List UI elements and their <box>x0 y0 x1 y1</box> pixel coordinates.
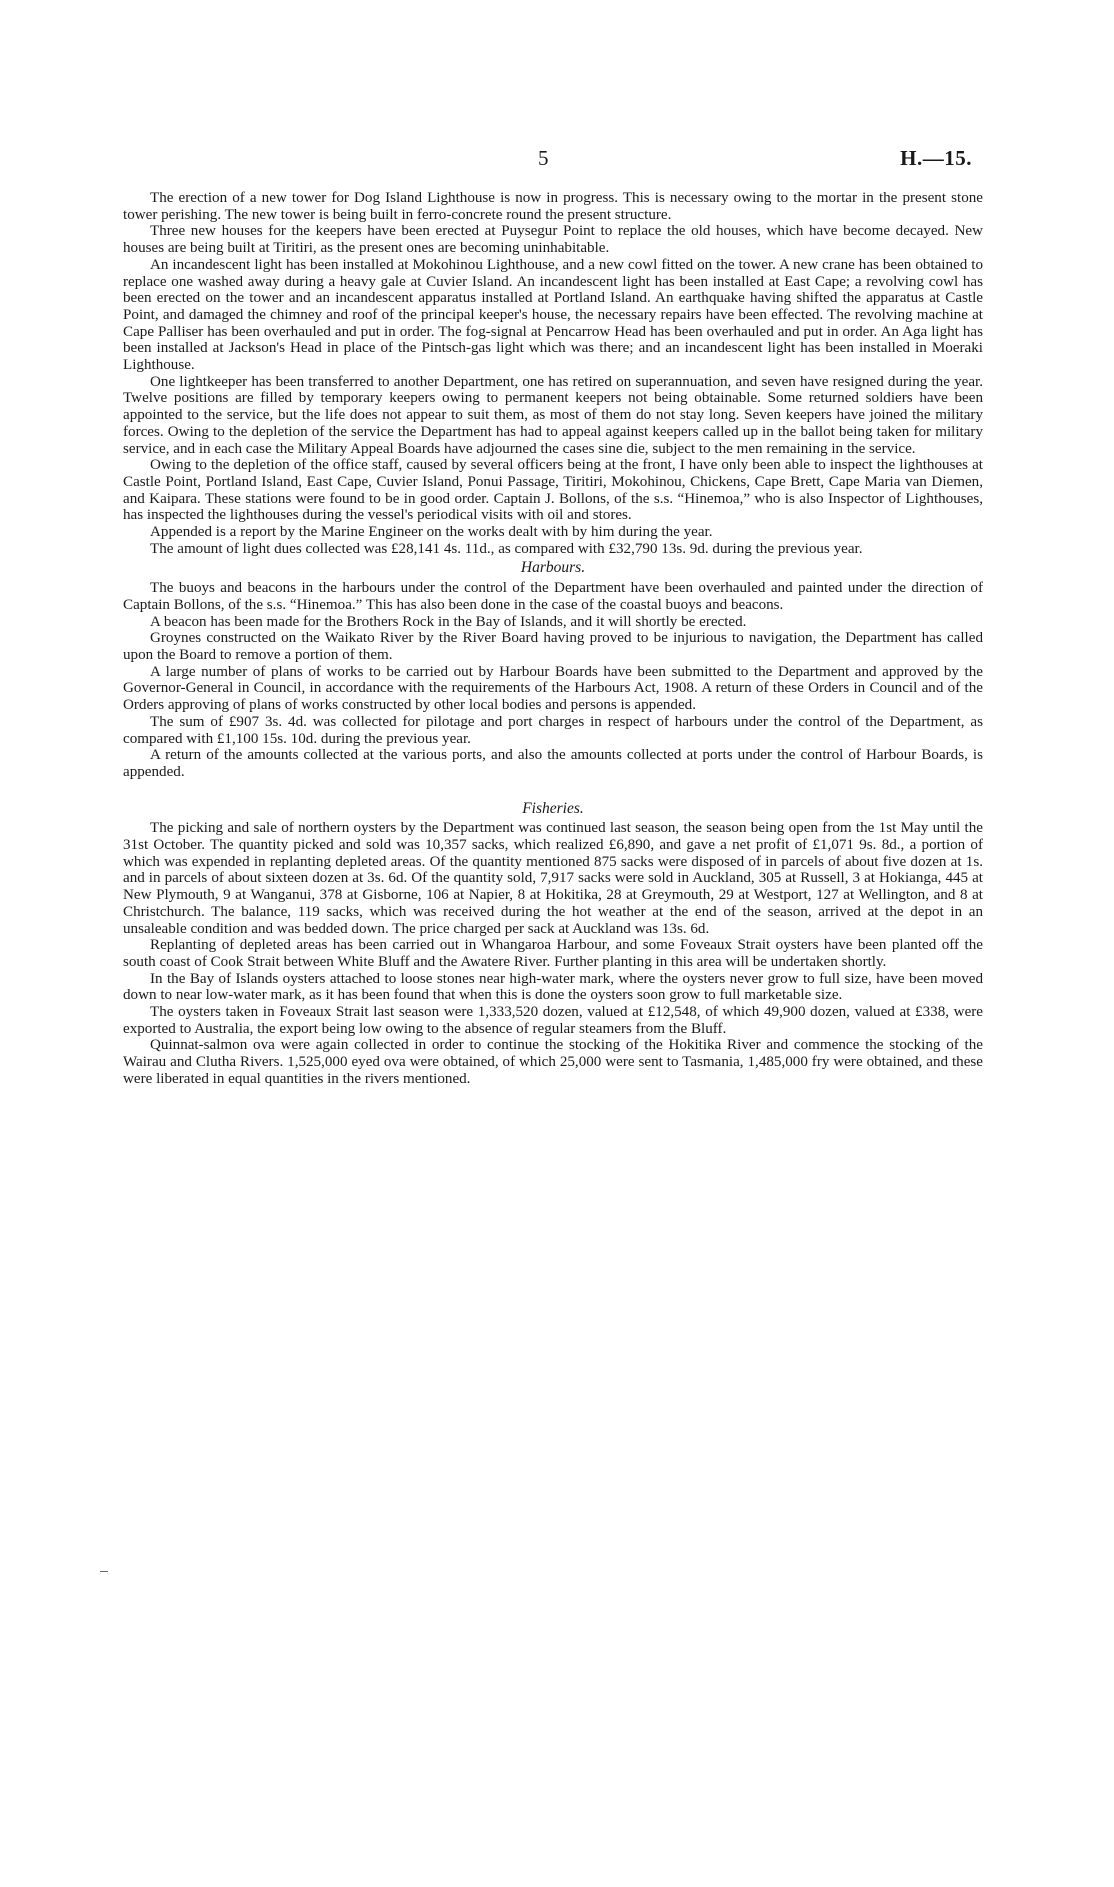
section-spacer <box>123 781 983 798</box>
paragraph: A beacon has been made for the Brothers Rock in the Bay of Islands, and it will shortly be erected. <box>150 613 747 630</box>
paragraph: Quinnat-salmon ova were again collected in order to continue the stocking of the Hokitika River and commence the stocking of the Wairau and Clutha Rivers. 1,525,000 eyed ova were obtained, of which 25,000 were sent to Tasmania, 1,485,000 fry were obtained, and these were liberated in equal quantities in the rivers mentioned. <box>123 1037 983 1087</box>
paragraph: The oysters taken in Foveaux Strait last season were 1,333,520 dozen, valued at £12,548, of which 49,900 dozen, valued at £338, were exported to Australia, the export being low owing to the absence of regular steamers from the Bluff. <box>123 1004 983 1037</box>
paragraph: Owing to the depletion of the office staff, caused by several officers being at the front, I have only been able to inspect the lighthouses at Castle Point, Portland Island, East Cape, Cuvier Island, Ponui Passage, Tiritiri, Mokohinou, Chickens, Cape Brett, Cape Maria van Diemen, and Kaipara. These stations were found to be in good order. Captain J. Bollons, of the s.s. “Hinemoa,” who is also Inspector of Lighthouses, has inspected the lighthouses during the vessel's periodical visits with oil and stores. <box>123 457 983 524</box>
paragraph: Groynes constructed on the Waikato River by the River Board having proved to be injurious to navigation, the Department has called upon the Board to remove a portion of them. <box>123 630 983 663</box>
paragraph: Three new houses for the keepers have been erected at Puysegur Point to replace the old houses, which have become decayed. New houses are being built at Tiritiri, as the present ones are becoming uninhabitable. <box>123 223 983 257</box>
paragraph: One lightkeeper has been transferred to another Department, one has retired on superannuation, and seven have resigned during the year. Twelve positions are filled by temporary keepers owing to permanent keepers not being obtainable. Some returned soldiers have been appointed to the service, but the life does not appear to suit them, as most of them do not stay long. Seven keepers have joined the military forces. Owing to the depletion of the service the Department has had to appeal against keepers called up in the ballot being taken for military service, and in each case the Military Appeal Boards have adjourned the cases sine die, subject to the men remaining in the service. <box>123 373 983 457</box>
paragraph: A large number of plans of works to be carried out by Harbour Boards have been submitted to the Department and approved by the Governor-General in Council, in accordance with the requirements of the Harbours Act, 1908. A return of these Orders in Council and of the Orders approving of plans of works constructed by other local bodies and persons is appended. <box>123 663 983 714</box>
paragraph: The amount of light dues collected was £28,141 4s. 11d., as compared with £32,790 13s. 9d. during the previous year. <box>150 540 863 557</box>
harbours-section <box>123 560 983 780</box>
lighthouses-section <box>123 190 983 557</box>
section-heading-fisheries: Fisheries. <box>522 799 584 817</box>
paragraph: The buoys and beacons in the harbours under the control of the Department have been overhauled and painted under the direction of Captain Bollons, of the s.s. “Hinemoa.” This has also been done in the case of the coastal buoys and beacons. <box>123 580 983 613</box>
page-header <box>0 146 1114 176</box>
fisheries-section <box>123 801 983 1088</box>
paragraph: In the Bay of Islands oysters attached to loose stones near high-water mark, where the oysters never grow to full size, have been moved down to near low-water mark, as it has been found that when this is done the oysters soon grow to full marketable size. <box>123 970 983 1004</box>
paragraph: A return of the amounts collected at the various ports, and also the amounts collected at ports under the control of Harbour Boards, is appended. <box>123 747 983 780</box>
document-reference: H.—15. <box>900 146 972 170</box>
paragraph: Appended is a report by the Marine Engineer on the works dealt with by him during the year. <box>150 524 713 541</box>
section-heading-harbours: Harbours. <box>520 559 586 577</box>
paragraph: An incandescent light has been installed at Mokohinou Lighthouse, and a new cowl fitted on the tower. A new crane has been obtained to replace one washed away during a heavy gale at Cuvier Island. An incandescent light has been installed at East Cape; a revolving cowl has been erected on the tower and an incandescent apparatus installed at Portland Island. An earthquake having shifted the apparatus at Castle Point, and damaged the chimney and roof of the principal keeper's house, the necessary repairs have been effected. The revolving machine at Cape Palliser has been overhauled and put in order. The fog-signal at Pencarrow Head has been overhauled and put in order. An Aga light has been installed at Jackson's Head in place of the Pintsch-gas light which was there; and an incandescent light has been installed in Moeraki Lighthouse. <box>123 256 983 374</box>
paragraph: The erection of a new tower for Dog Island Lighthouse is now in progress. This is necessary owing to the mortar in the present stone tower perishing. The new tower is being built in ferro-concrete round the present structure. <box>123 190 983 223</box>
paragraph: Replanting of depleted areas has been carried out in Whangaroa Harbour, and some Foveaux Strait oysters have been planted off the south coast of Cook Strait between White Bluff and the Awatere River. Further planting in this area will be undertaken shortly. <box>123 937 983 970</box>
margin-mark <box>100 1571 108 1572</box>
page-number: 5 <box>538 146 549 170</box>
paragraph: The sum of £907 3s. 4d. was collected for pilotage and port charges in respect of harbours under the control of the Department, as compared with £1,100 15s. 10d. during the previous year. <box>123 713 983 747</box>
paragraph: The picking and sale of northern oysters by the Department was continued last season, the season being open from the 1st May until the 31st October. The quantity picked and sold was 10,357 sacks, which realized £6,890, and gave a net profit of £1,071 9s. 8d., a portion of which was expended in replanting depleted areas. Of the quantity mentioned 875 sacks were disposed of in parcels of about five dozen at 1s. and in parcels of about sixteen dozen at 3s. 6d. Of the quantity sold, 7,917 sacks were sold in Auckland, 305 at Russell, 3 at Hokianga, 445 at New Plymouth, 9 at Wanganui, 378 at Gisborne, 106 at Napier, 8 at Hokitika, 28 at Greymouth, 29 at Westport, 127 at Wellington, and 8 at Christchurch. The balance, 119 sacks, which was received during the hot weather at the end of the season, arrived at the depot in an unsaleable condition and was bedded down. The price charged per sack at Auckland was 13s. 6d. <box>123 820 983 937</box>
body-text <box>123 190 983 1088</box>
